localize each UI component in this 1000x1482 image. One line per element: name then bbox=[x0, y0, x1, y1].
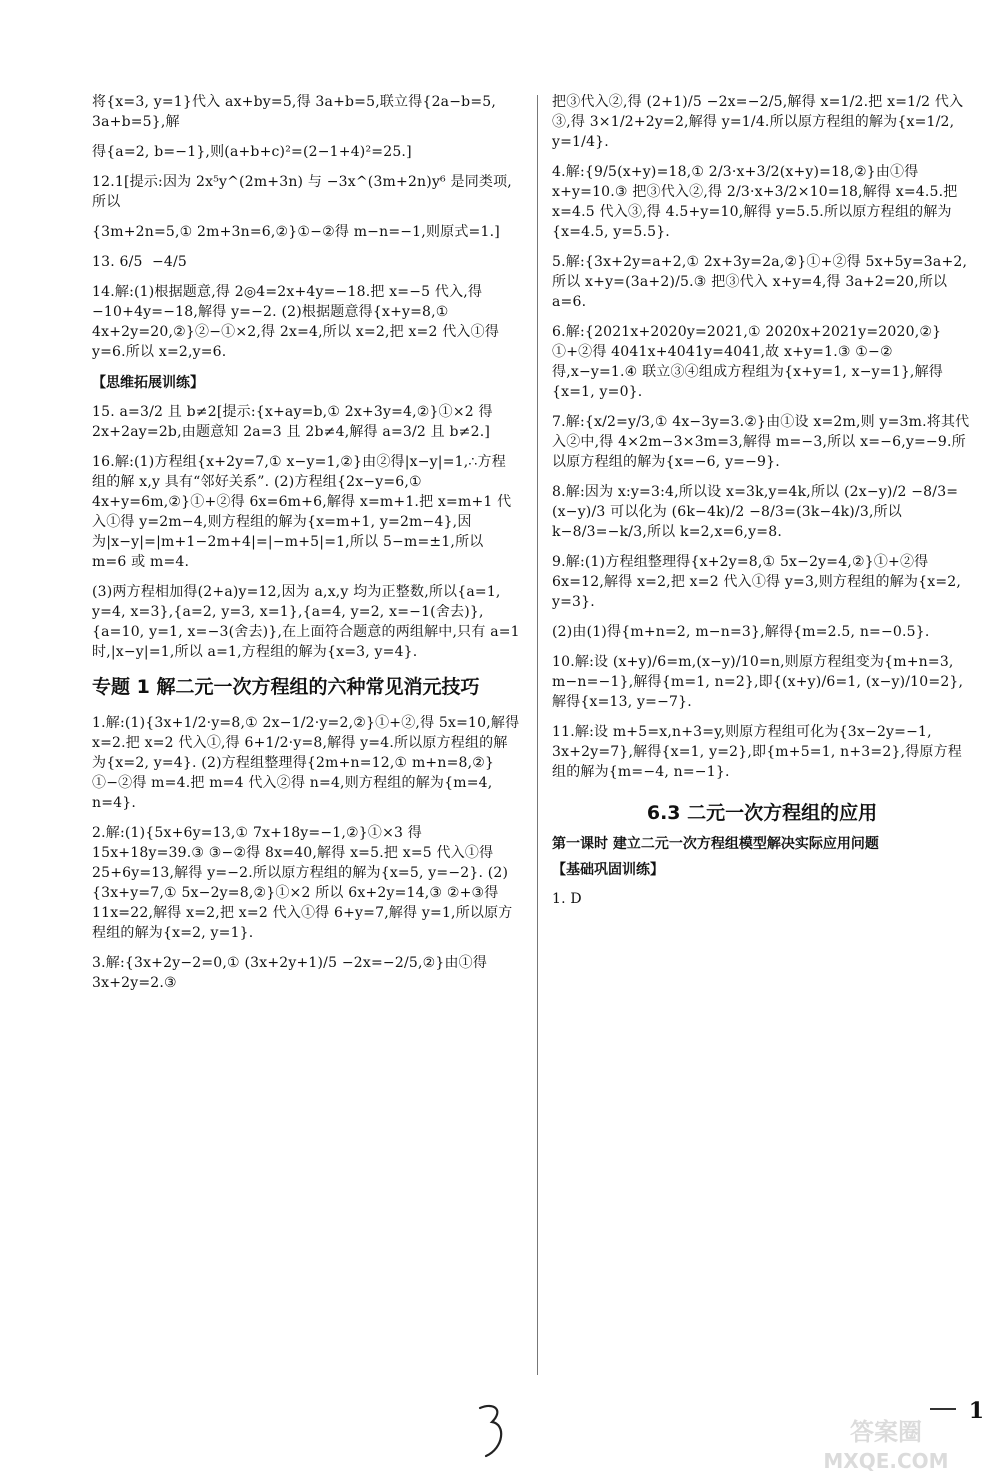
page-dash bbox=[930, 1408, 956, 1410]
handwritten-mark bbox=[472, 1400, 512, 1470]
topic-answer-5: 5.解:{3x+2y=a+2,① 2x+3y=2a,②}①+②得 5x+5y=3a+2,所以 x+y=(3a+2)/5.③ 把③代入 x+y=4,得 3a+2=20,所以 a=6. bbox=[552, 254, 968, 310]
topic-answer-8: 8.解:因为 x:y=3:4,所以设 x=3k,y=4k,所以 (2x−y)/2 −8/3=(x−y)/3 可以化为 (6k−4k)/2 −8/3=(3k−4k)/3,所以 k−8/3=−k/3,所以 k=2,x=6,y=8. bbox=[552, 484, 959, 540]
answer-16-part3: (3)两方程相加得(2+a)y=12,因为 a,x,y 均为正整数,所以{a=1, y=4, x=3},{a=2, y=3, x=1},{a=4, y=2, x=−1(舍去)},{a=10, y=1, x=−3(舍去)},在上面符合题意的两组解中,只有 a=1 时,|x−y|=1,所以 a=1,方程组的解为{x=3, y=4}. bbox=[92, 584, 525, 660]
watermark-en: MXQE.COM bbox=[823, 1449, 949, 1473]
answer-line: 得{a=2, b=−1},则(a+b+c)²=(2−1+4)²=25.] bbox=[92, 144, 412, 160]
topic-answer-3-cont: 把③代入②,得 (2+1)/5 −2x=−2/5,解得 x=1/2.把 x=1/2 代入③,得 3×1/2+2y=2,解得 y=1/4.所以原方程组的解为{x=1/2, y=1/4}. bbox=[552, 94, 964, 150]
watermark-logo bbox=[786, 1412, 986, 1476]
answer-1: 1. D bbox=[552, 891, 582, 907]
topic-answer-1: 1.解:(1){3x+1/2·y=8,① 2x−1/2·y=2,②}①+②,得 5x=10,解得 x=2.把 x=2 代入①,得 6+1/2·y=8,解得 y=4.所以原方程组的解为{x=2, y=4}. (2)方程组整理得{2m+n=12,① m+n=8,②}①−②得 m=4.把 m=4 代入②得 n=4,则方程组的解为{m=4, n=4}. bbox=[92, 715, 524, 811]
topic-answer-4: 4.解:{9/5(x+y)=18,① 2/3·x+3/2(x+y)=18,②}由①得 x+y=10.③ 把③代入②,得 2/3·x+3/2×10=18,解得 x=4.5.把 x=4.5 代入③,得 4.5+y=10,解得 y=5.5.所以原方程组的解为{x=4.5, y=5.5}. bbox=[552, 164, 963, 240]
answer-12-cont: {3m+2n=5,① 2m+3n=6,②}①−②得 m−n=−1,则原式=1.] bbox=[92, 224, 500, 240]
section-title: 6.3 二元一次方程组的应用 bbox=[646, 802, 878, 824]
answer-15: 15. a=3/2 且 b≠2[提示:{x+ay=b,① 2x+3y=4,②}①×2 得 2x+2ay=2b,由题意知 2a=3 且 2b≠4,解得 a=3/2 且 b≠2.] bbox=[92, 404, 498, 440]
watermark-cn: 答案圈 bbox=[850, 1418, 922, 1446]
topic-answer-6: 6.解:{2021x+2020y=2021,① 2020x+2021y=2020,②}①+②得 4041x+4041y=4041,故 x+y=1.③ ①−②得,x−y=1.④ 联立③④组成方程组为{x+y=1, x−y=1},解得{x=1, y=0}. bbox=[552, 324, 943, 400]
topic-answer-9-part2: (2)由(1)得{m+n=2, m−n=3},解得{m=2.5, n=−0.5}. bbox=[552, 624, 930, 640]
answer-12: 12.1[提示:因为 2x⁵y^(2m+3n) 与 −3x^(3m+2n)y⁶ 是同类项,所以 bbox=[92, 174, 512, 210]
lesson-title: 第一课时 建立二元一次方程组模型解决实际应用问题 bbox=[552, 836, 879, 852]
answer-14: 14.解:(1)根据题意,得 2◎4=2x+4y=−18.把 x=−5 代入,得 −10+4y=−18,解得 y=−2. (2)根据题意得{x+y=8,① 4x+2y=20,②}②−①×2,得 2x=4,所以 x=2,把 x=2 代入①得 y=6.所以 x=2,y=6. bbox=[92, 284, 504, 360]
section-label-extension: 【思维拓展训练】 bbox=[92, 375, 204, 391]
right-column bbox=[552, 92, 972, 919]
topic-answer-11: 11.解:设 m+5=x,n+3=y,则原方程组可化为{3x−2y=−1, 3x+2y=7},解得{x=1, y=2},即{m+5=1, n+3=2},得原方程组的解为{m=−4, n=−1}. bbox=[552, 724, 962, 780]
answer-16: 16.解:(1)方程组{x+2y=7,① x−y=1,②}由②得|x−y|=1,∴方程组的解 x,y 具有“邻好关系”. (2)方程组{2x−y=6,① 4x+y=6m,②}①+②得 6x=6m+6,解得 x=m+1.把 x=m+1 代入①得 y=2m−4,则方程组的解为{x=m+1, y=2m−4},因为|x−y|=|m+1−2m+4|=|−m+5|=1,所以 5−m=±1,所以 m=6 或 m=4. bbox=[92, 454, 512, 570]
topic-title: 专题 1 解二元一次方程组的六种常见消元技巧 bbox=[92, 676, 480, 698]
topic-answer-9: 9.解:(1)方程组整理得{x+2y=8,① 5x−2y=4,②}①+②得 6x=12,解得 x=2,把 x=2 代入①得 y=3,则方程组的解为{x=2, y=3}. bbox=[552, 554, 966, 610]
column-divider bbox=[537, 95, 538, 1375]
answer-line: 将{x=3, y=1}代入 ax+by=5,得 3a+b=5,联立得{2a−b=5, 3a+b=5},解 bbox=[92, 94, 501, 130]
topic-answer-2: 2.解:(1){5x+6y=13,① 7x+18y=−1,②}①×3 得 15x+18y=39.③ ③−②得 8x=40,解得 x=5.把 x=5 代入①得 25+6y=13,解得 y=−2.所以原方程组的解为{x=5, y=−2}. (2){3x+y=7,① 5x−2y=8,②}①×2 所以 6x+2y=14,③ ②+③得 11x=22,解得 x=2,把 x=2 代入①得 6+y=7,解得 y=1,所以原方程组的解为{x=2, y=1}. bbox=[92, 825, 513, 941]
topic-answer-7: 7.解:{x/2=y/3,① 4x−3y=3.②}由①设 x=2m,则 y=3m.将其代入②中,得 4×2m−3×3m=3,解得 m=−3,所以 x=−6,y=−9.所以原方程组的解为{x=−6, y=−9}. bbox=[552, 414, 970, 470]
section-label-basic: 【基础巩固训练】 bbox=[552, 862, 664, 878]
left-column bbox=[92, 92, 525, 1003]
topic-answer-3: 3.解:{3x+2y−2=0,① (3x+2y+1)/5 −2x=−2/5,②}由①得 3x+2y=2.③ bbox=[92, 955, 492, 991]
topic-answer-10: 10.解:设 (x+y)/6=m,(x−y)/10=n,则原方程组变为{m+n=3, m−n=−1},解得{m=1, n=2},即{(x+y)/6=1, (x−y)/10=2},解得{x=13, y=−7}. bbox=[552, 654, 964, 710]
page-number: 1 bbox=[968, 1398, 984, 1424]
answer-13: 13. 6/5 −4/5 bbox=[92, 254, 188, 270]
